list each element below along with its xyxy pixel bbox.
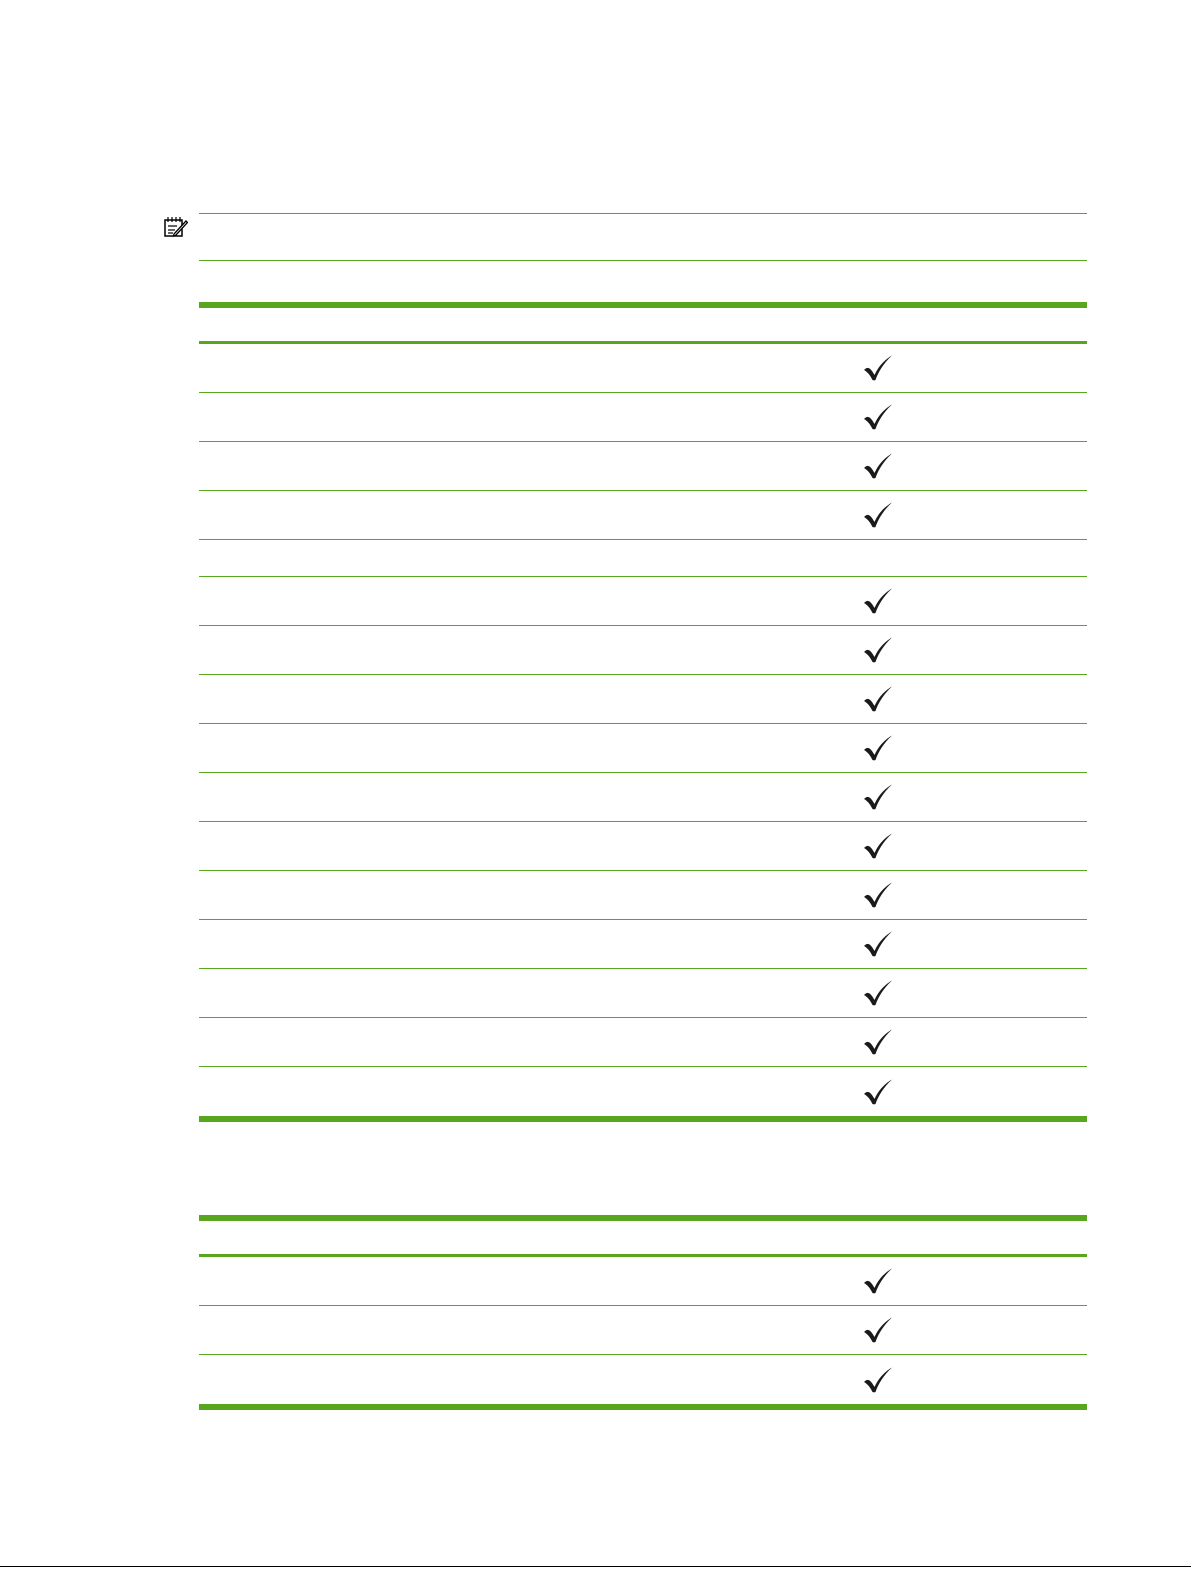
checkmark-icon [863, 882, 893, 908]
support-table-2 [199, 1215, 1087, 1410]
checkmark-icon [863, 588, 893, 614]
table-row [199, 1257, 1087, 1306]
checkmark-icon [863, 980, 893, 1006]
checkmark-icon [863, 931, 893, 957]
table-body [199, 1257, 1087, 1404]
checkmark-icon [863, 453, 893, 479]
table-body [199, 344, 1087, 1116]
table-row [199, 1355, 1087, 1404]
table-row [199, 773, 1087, 822]
checkmark-icon [863, 1317, 893, 1343]
support-table-1 [199, 302, 1087, 1122]
checkmark-icon [863, 686, 893, 712]
checkmark-icon [863, 735, 893, 761]
checkmark-icon [863, 1029, 893, 1055]
table-row [199, 969, 1087, 1018]
note-box [199, 213, 1087, 261]
checkmark-icon [863, 637, 893, 663]
table-row [199, 626, 1087, 675]
checkmark-icon [863, 355, 893, 381]
table-row [199, 1018, 1087, 1067]
checkmark-icon [863, 1079, 893, 1105]
table-row [199, 871, 1087, 920]
table-row [199, 724, 1087, 773]
table-row [199, 920, 1087, 969]
table-row [199, 1067, 1087, 1116]
table-row [199, 540, 1087, 577]
table-header [199, 1221, 1087, 1257]
checkmark-icon [863, 502, 893, 528]
checkmark-icon [863, 1268, 893, 1294]
table-row [199, 577, 1087, 626]
table-row [199, 675, 1087, 724]
table-row [199, 344, 1087, 393]
checkmark-icon [863, 404, 893, 430]
checkmark-icon [863, 833, 893, 859]
table-row [199, 1306, 1087, 1355]
table-header [199, 308, 1087, 344]
footer-rule [0, 1566, 1191, 1567]
checkmark-icon [863, 784, 893, 810]
table-row [199, 442, 1087, 491]
table-row [199, 822, 1087, 871]
note-icon [164, 216, 188, 238]
checkmark-icon [863, 1367, 893, 1393]
table-row [199, 393, 1087, 442]
table-row [199, 491, 1087, 540]
